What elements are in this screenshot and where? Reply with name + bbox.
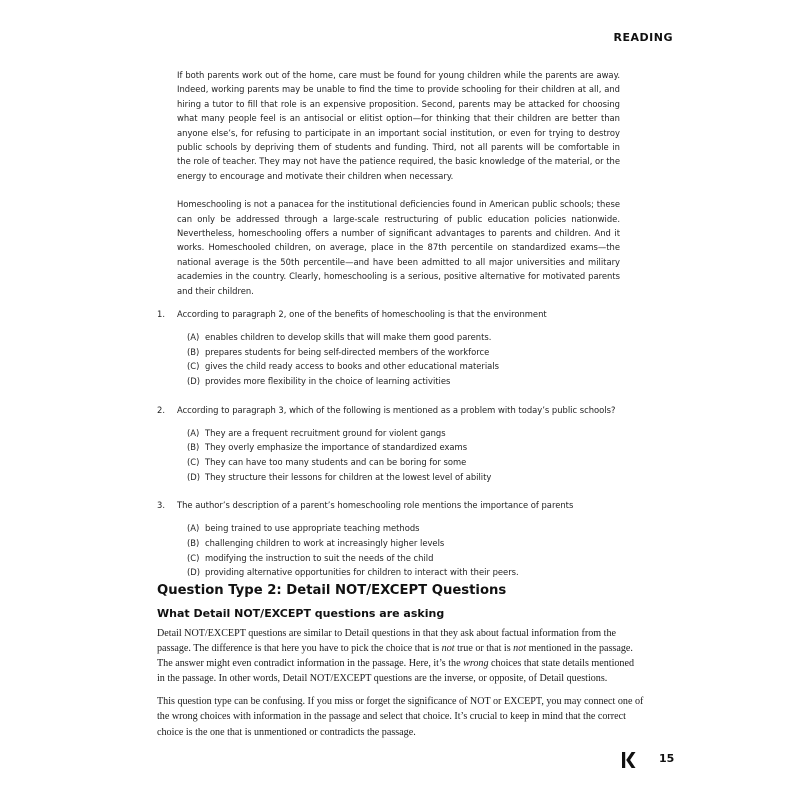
answer-choice — [187, 470, 637, 485]
question-stem: According to paragraph 2, one of the benefits of homeschooling is that the environment — [177, 309, 547, 319]
question-list — [157, 307, 637, 580]
answer-choice — [187, 521, 637, 536]
choice-letter: (B) — [187, 537, 200, 548]
emphasis-text: not — [513, 643, 527, 655]
answer-choice — [187, 359, 637, 374]
choice-letter: (A) — [187, 427, 200, 438]
section-subheading: What Detail NOT/EXCEPT questions are asking — [157, 607, 445, 620]
choice-text: gives the child ready access to books and other educational materials — [205, 361, 499, 372]
choice-text: They overly emphasize the importance of standardized exams — [205, 442, 468, 453]
question-3 — [157, 498, 637, 580]
question-number: 3. — [157, 500, 165, 511]
question-2 — [157, 403, 637, 485]
text-run: true or that is — [454, 643, 514, 655]
page-number: 15 — [659, 752, 675, 765]
choice-text: They are a frequent recruitment ground for violent gangs — [205, 427, 446, 438]
emphasis-text: wrong — [463, 658, 489, 670]
emphasis-text: not — [441, 643, 455, 655]
passage-paragraph: Homeschooling is not a panacea for the institutional deficiencies found in American public schools; these can only be addressed through a large-scale restructuring of public education policies nationwide. Nevertheless, homeschooling offers a number of significant advantages to parents and children. And it works. Homeschooled children, on average, place in the 87th percentile on standardized exams—the national average is the 50th percentile—and have been admitted to all major universities and military academies in the country. Clearly, homeschooling is a serious, positive alternative for motivated parents and their children. — [177, 199, 620, 296]
choice-letter: (D) — [187, 567, 200, 578]
choice-letter: (C) — [187, 552, 200, 563]
choice-text: challenging children to work at increasingly higher levels — [205, 537, 445, 548]
explanation-paragraph — [157, 626, 644, 686]
choice-text: enables children to develop skills that will make them good parents. — [205, 332, 492, 343]
choice-text: being trained to use appropriate teaching methods — [205, 523, 420, 534]
choice-text: prepares students for being self-directed members of the workforce — [205, 346, 490, 357]
answer-choices — [187, 330, 637, 388]
choice-text: provides more flexibility in the choice of learning activities — [205, 375, 451, 386]
text-run: Detail NOT/EXCEPT questions are similar to Detail questions in that they ask about factual information from the passage. The difference is that here you have to pick the choice that is — [157, 628, 616, 655]
answer-choices — [187, 521, 637, 579]
question-1 — [157, 307, 637, 389]
text-run: mentioned in the passage. The answer might even contradict information in the passage. Here, it’s the — [157, 643, 633, 670]
choice-letter: (B) — [187, 346, 200, 357]
question-number: 2. — [157, 404, 165, 415]
answer-choice — [187, 455, 637, 470]
explanation-text — [157, 626, 644, 740]
choice-text: modifying the instruction to suit the needs of the child — [205, 552, 434, 563]
answer-choice — [187, 426, 637, 441]
answer-choice — [187, 330, 637, 345]
answer-choice — [187, 374, 637, 389]
choice-letter: (D) — [187, 375, 200, 386]
publisher-logo-icon — [621, 751, 637, 769]
answer-choice — [187, 565, 637, 580]
question-stem: The author’s description of a parent’s homeschooling role mentions the importance of parents — [177, 500, 574, 511]
explanation-paragraph: This question type can be confusing. If you miss or forget the significance of NOT or EXCEPT, you may connect one of the wrong choices with information in the passage and select that choice. It’s crucial to keep in mind that the correct choice is the one that is unmentioned or contradicts the passage. — [157, 696, 644, 738]
choice-letter: (D) — [187, 471, 200, 482]
answer-choice — [187, 440, 637, 455]
section-heading: Question Type 2: Detail NOT/EXCEPT Questions — [157, 583, 507, 598]
choice-text: providing alternative opportunities for children to interact with their peers. — [205, 567, 519, 578]
passage-paragraph: If both parents work out of the home, care must be found for young children while the parents are away. Indeed, working parents may be unable to find the time to provide schooling for their children at all, and hiring a tutor to fill that role is an expensive proposition. Second, parents may be attacked for choosing what many people feel is an antisocial or elitist option—for thinking that their children are better than anyone else’s, for refusing to participate in an important social institution, or even for trying to destroy public schools by depriving them of students and funding. Third, not all parents will be comfortable in the role of teacher. They may not have the patience required, the basic knowledge of the material, or the energy to encourage and motivate their children when necessary. — [177, 70, 621, 181]
choice-letter: (A) — [187, 523, 200, 534]
question-number: 1. — [157, 309, 165, 319]
choice-text: They can have too many students and can be boring for some — [205, 456, 467, 467]
choice-text: They structure their lessons for children at the lowest level of ability — [205, 471, 492, 482]
answer-choice — [187, 345, 637, 360]
text-run: choices that state details mentioned in the passage. In other words, Detail NOT/EXCEPT questions are the inverse, or opposite, of Detail questions. — [157, 658, 635, 685]
choice-letter: (C) — [187, 456, 200, 467]
choice-letter: (C) — [187, 361, 200, 372]
reading-passage — [177, 68, 620, 298]
answer-choices — [187, 426, 637, 484]
choice-letter: (B) — [187, 442, 200, 453]
answer-choice — [187, 536, 637, 551]
question-stem: According to paragraph 3, which of the following is mentioned as a problem with today’s public schools? — [177, 404, 616, 415]
answer-choice — [187, 551, 637, 566]
choice-letter: (A) — [187, 332, 200, 343]
running-head: READING — [613, 31, 673, 44]
